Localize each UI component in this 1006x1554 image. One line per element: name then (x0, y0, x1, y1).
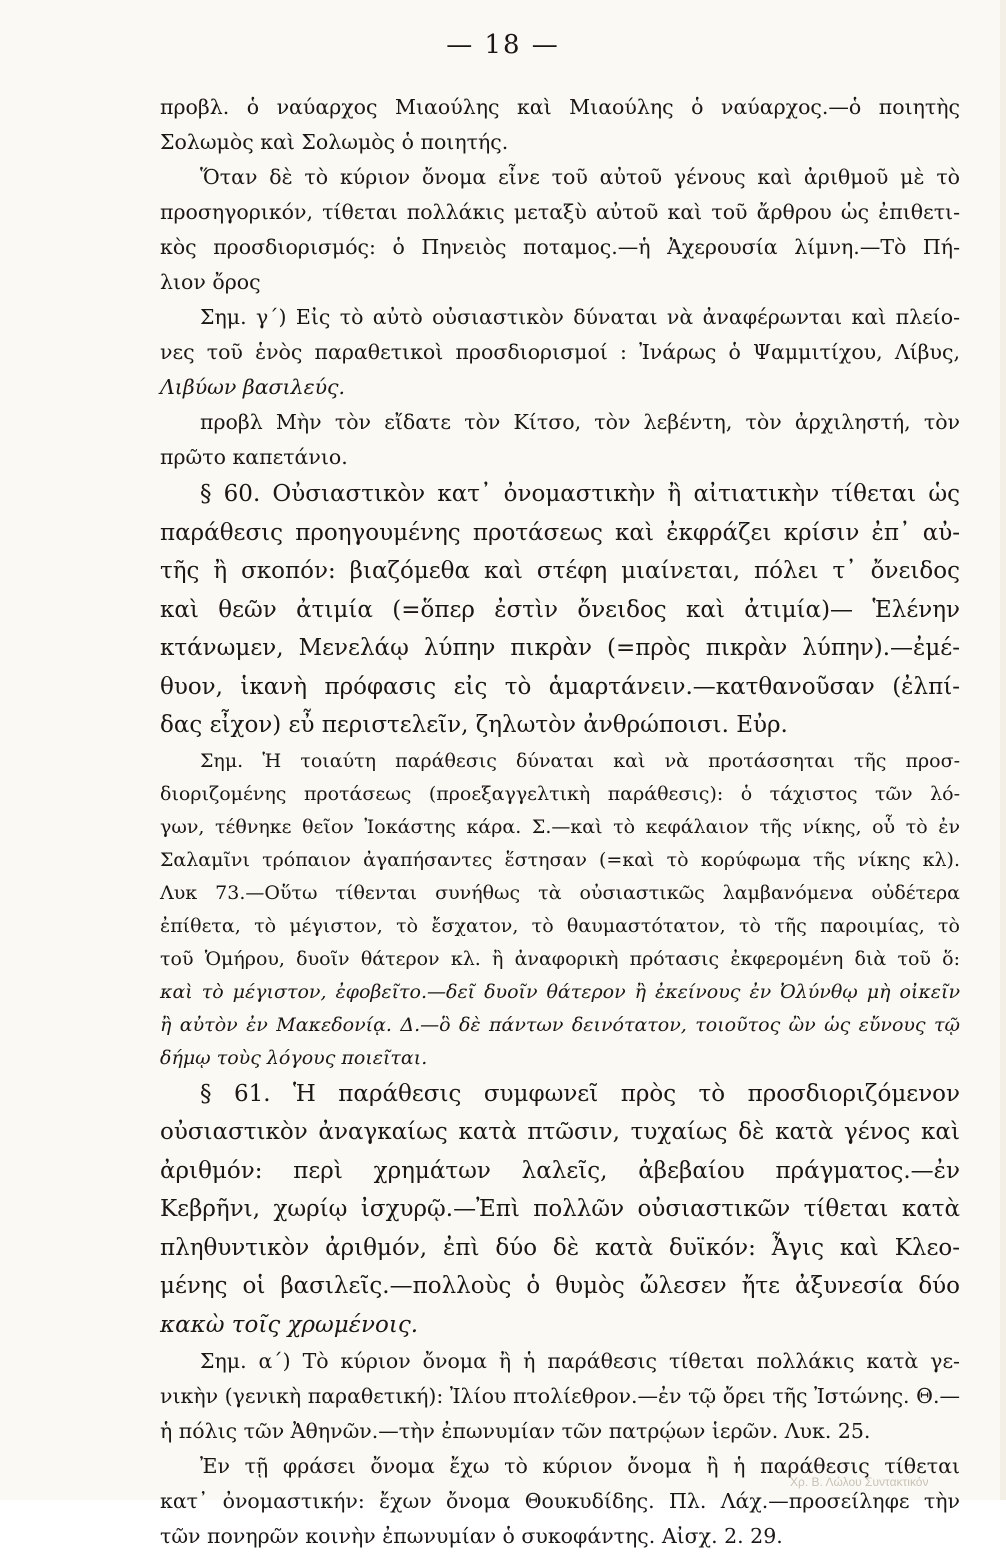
text-line: κατ᾿ ὀνομαστικήν: ἔχων ὄνομα Θουκυδίδης. Πλ. Λάχ.—προσείληφε τὴν (160, 1489, 960, 1513)
text-line: κὸς προσδιορισμός: ὁ Πηνειὸς ποταμος.—ἡ Ἀχερουσία λίμνη.—Τὸ Πή- (160, 235, 960, 259)
page-number: — 18 — (446, 30, 560, 60)
text-line: νες τοῦ ἑνὸς παραθετικοὶ προσδιορισμοί : Ἰνάρως ὁ Ψαμμιτίχου, Λίβυς, (160, 340, 960, 364)
text-line: § 61. Ἡ παράθεσις συμφωνεῖ πρὸς τὸ προσδιοριζόμενον (200, 1080, 960, 1107)
text-line: πληθυντικὸν ἀριθμόν, ἐπὶ δύο δὲ κατὰ δυϊκόν: Ἆγις καὶ Κλεο- (160, 1234, 960, 1261)
text-line: Σημ. γ΄) Εἰς τὸ αὐτὸ οὐσιαστικὸν δύναται νὰ ἀναφέρωνται καὶ πλείο- (200, 305, 960, 329)
text-line: δήμῳ τοὺς λόγους ποιεῖται. (160, 1046, 428, 1069)
text-line: καὶ τὸ μέγιστον, ἐφοβεῖτο.—δεῖ δυοῖν θάτερον ἢ ἐκείνους ἐν Ὀλύνθῳ μὴ οἰκεῖν (160, 980, 960, 1003)
text-line: προβλ. ὁ ναύαρχος Μιαούλης καὶ Μιαούλης ὁ ναύαρχος.—ὁ ποιητὴς (160, 95, 960, 119)
footer-mark: Χρ. Β. Λώλου Συντακτικόν (790, 1475, 929, 1489)
text-line: ἐπίθετα, τὸ μέγιστον, τὸ ἔσχατον, τὸ θαυμαστότατον, τὸ τῆς παροιμίας, τὸ (160, 914, 960, 937)
text-line: νικὴν (γενικὴ παραθετική): Ἰλίου πτολίεθρον.—ἐν τῷ ὄρει τῆς Ἰστώνης. Θ.— (160, 1384, 960, 1408)
text-line: τῆς ἢ σκοπόν: βιαζόμεθα καὶ στέφη μιαίνεται, πόλει τ᾿ ὄνειδος (160, 558, 960, 584)
text-line: Σημ. α΄) Τὸ κύριον ὄνομα ἢ ἡ παράθεσις τίθεται πολλάκις κατὰ γε- (200, 1349, 960, 1373)
text-line: καὶ θεῶν ἀτιμία (=ὅπερ ἐστὶν ὄνειδος καὶ ἀτιμία)— Ἑλένην (160, 596, 960, 623)
text-line: ἡ πόλις τῶν Ἀθηνῶν.—τὴν ἐπωνυμίαν τῶν πατρῴων ἱερῶν. Λυκ. 25. (160, 1419, 871, 1443)
text-line: Κεβρῆνι, χωρίῳ ἰσχυρῷ.—Ἐπὶ πολλῶν οὐσιαστικῶν τίθεται κατὰ (160, 1196, 960, 1222)
text-line: προσηγορικόν, τίθεται πολλάκις μεταξὺ αὐτοῦ καὶ τοῦ ἄρθρου ὡς ἐπιθετι- (160, 200, 960, 224)
text-line: προβλ Μὴν τὸν εἴδατε τὸν Κίτσο, τὸν λεβέντη, τὸν ἀρχιληστή, τὸν (200, 410, 960, 434)
text-line: Ὅταν δὲ τὸ κύριον ὄνομα εἶνε τοῦ αὐτοῦ γένους καὶ ἀριθμοῦ μὲ τὸ (200, 165, 960, 189)
text-line: παράθεσις προηγουμένης προτάσεως καὶ ἐκφράζει κρίσιν ἐπ᾿ αὐ- (160, 519, 960, 546)
text-line: διοριζομένης προτάσεως (προεξαγγελτικὴ παράθεσις): ὁ τάχιστος τῶν λό- (160, 782, 960, 805)
text-line: τῶν πονηρῶν κοινὴν ἐπωνυμίαν ὁ συκοφάντης. Αἰσχ. 2. 29. (160, 1524, 783, 1548)
text-line: Σημ. Ἡ τοιαύτη παράθεσις δύναται καὶ νὰ προτάσσηται τῆς προσ- (200, 749, 960, 772)
text-line: θυον, ἱκανὴ πρόφασις εἰς τὸ ἁμαρτάνειν.—κατθανοῦσαν (ἐλπί- (160, 673, 960, 700)
text-line: § 60. Οὐσιαστικὸν κατ᾿ ὀνομαστικὴν ἢ αἰτιατικὴν τίθεται ὡς (200, 481, 960, 507)
text-line: λιον ὄρος (160, 270, 261, 294)
text-line: γων, τέθνηκε θεῖον Ἰοκάστης κάρα. Σ.—καὶ τὸ κεφάλαιον τῆς νίκης, οὗ τὸ ἐν (160, 815, 960, 838)
text-line: δας εἶχον) εὖ περιστελεῖν, ζηλωτὸν ἀνθρώποισι. Εὐρ. (160, 712, 788, 738)
text-line: Σαλαμῖνι τρόπαιον ἀγαπήσαντες ἕστησαν (=καὶ τὸ κορύφωμα τῆς νίκης κλ). (160, 848, 960, 871)
page-body-text (160, 90, 960, 1554)
text-line: Λυκ 73.—Οὕτω τίθενται συνήθως τὰ οὐσιαστικῶς λαμβανόμενα οὐδέτερα (160, 881, 960, 904)
text-line: οὐσιαστικὸν ἀναγκαίως κατὰ πτῶσιν, τυχαίως δὲ κατὰ γένος καὶ (160, 1119, 960, 1145)
text-line: κακὼ τοῖς χρωμένοις. (160, 1311, 419, 1338)
text-line: κτάνωμεν, Μενελάῳ λύπην πικρὰν (=πρὸς πικρὰν λύπην).—ἐμέ- (160, 635, 960, 661)
text-line: Σολωμὸς καὶ Σολωμὸς ὁ ποιητής. (160, 130, 509, 154)
text-line: ἀριθμόν: περὶ χρημάτων λαλεῖς, ἀβεβαίου πράγματος.—ἐν (160, 1157, 960, 1184)
text-line: Ἐν τῇ φράσει ὄνομα ἔχω τὸ κύριον ὄνομα ἢ ἡ παράθεσις τίθεται (200, 1454, 960, 1478)
text-line: ἢ αὐτὸν ἐν Μακεδονίᾳ. Δ.—ὃ δὲ πάντων δεινότατον, τοιοῦτος ὢν ὡς εὔνους τῷ (160, 1013, 960, 1036)
text-line: πρῶτο καπετάνιο. (160, 445, 348, 469)
text-line: μένης οἱ βασιλεῖς.—πολλοὺς ὁ θυμὸς ὤλεσεν ἤτε ἀξυνεσία δύο (160, 1273, 960, 1299)
text-line: τοῦ Ὁμήρου, δυοῖν θάτερον κλ. ἢ ἀναφορικὴ πρότασις ἐκφερομένη διὰ τοῦ ὅ: (160, 947, 960, 970)
text-line: Λιβύων βασιλεύς. (160, 375, 346, 399)
